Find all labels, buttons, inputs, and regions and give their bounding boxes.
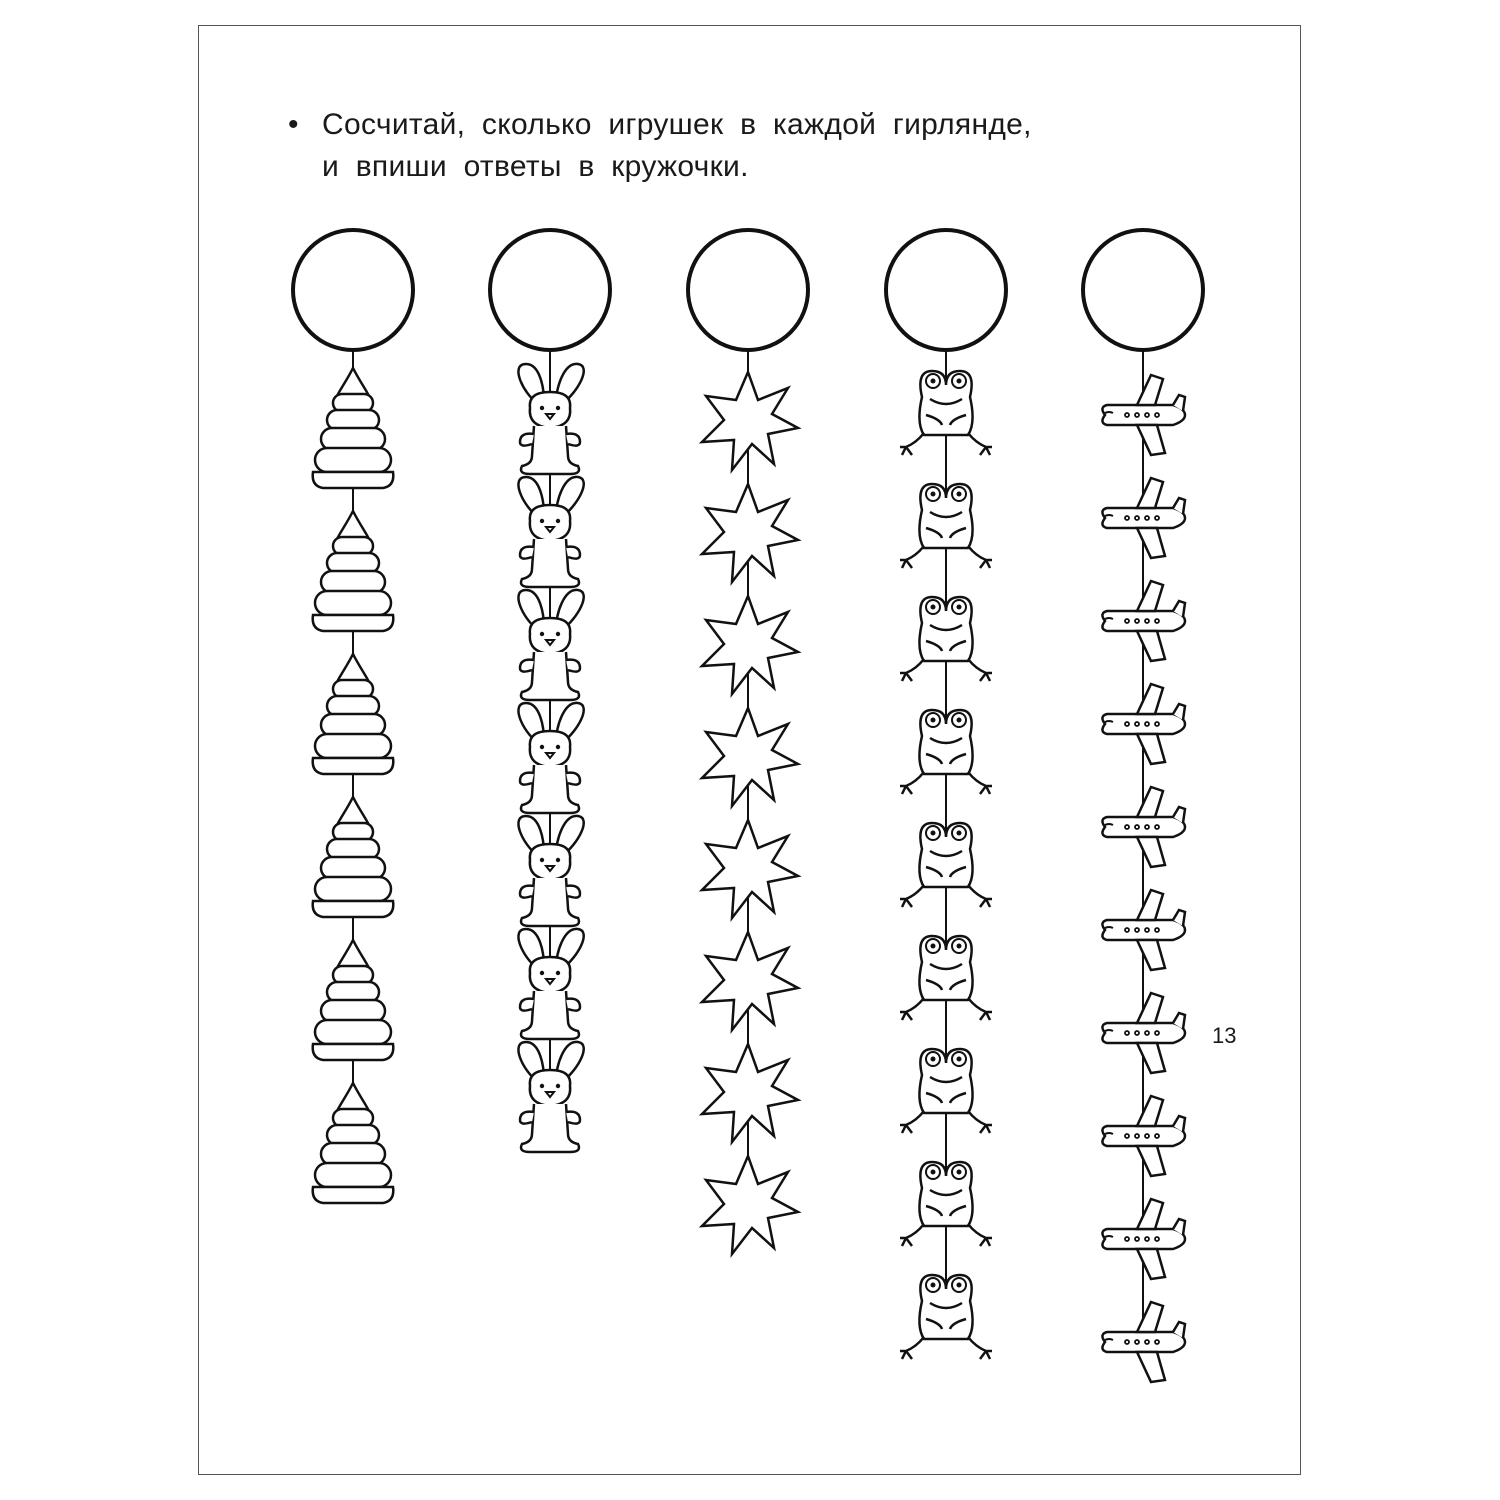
answer-circle[interactable] [1083,230,1203,350]
star-toy-icon [702,1044,798,1142]
bunny-toy-icon [518,703,583,813]
pyramid-toy-icon [313,511,394,631]
garland-2 [490,230,610,1152]
star-toy-icon [702,932,798,1030]
instruction-line-2: и впиши ответы в кружочки. [322,150,749,183]
bunny-toy-icon [518,477,583,587]
pyramid-toy-icon [313,654,394,774]
star-toy-icon [702,708,798,806]
star-toy-icon [702,820,798,918]
bunny-toy-icon [518,590,583,700]
garland-5 [1083,230,1203,1382]
frog-toy-icon [900,1275,992,1359]
pyramid-toy-icon [313,940,394,1060]
pyramid-toy-icon [313,368,394,488]
pyramid-toy-icon [313,797,394,917]
answer-circle[interactable] [886,230,1006,350]
page-number: 13 [1212,1023,1237,1048]
star-toy-icon [702,372,798,470]
star-toy-icon [702,1156,798,1254]
garland-4 [886,230,1006,1359]
star-toy-icon [702,484,798,582]
pyramid-toy-icon [313,1083,394,1203]
bunny-toy-icon [518,816,583,926]
bullet-point: • [288,108,299,141]
answer-circle[interactable] [490,230,610,350]
bunny-toy-icon [518,1042,583,1152]
instruction-line-1: Сосчитай, сколько игрушек в каждой гирлянде, [322,108,1032,141]
answer-circle[interactable] [293,230,413,350]
answer-circle[interactable] [688,230,808,350]
star-toy-icon [702,596,798,694]
bunny-toy-icon [518,364,583,474]
bunny-toy-icon [518,929,583,1039]
garland-1 [293,230,413,1203]
garland-3 [688,230,808,1254]
